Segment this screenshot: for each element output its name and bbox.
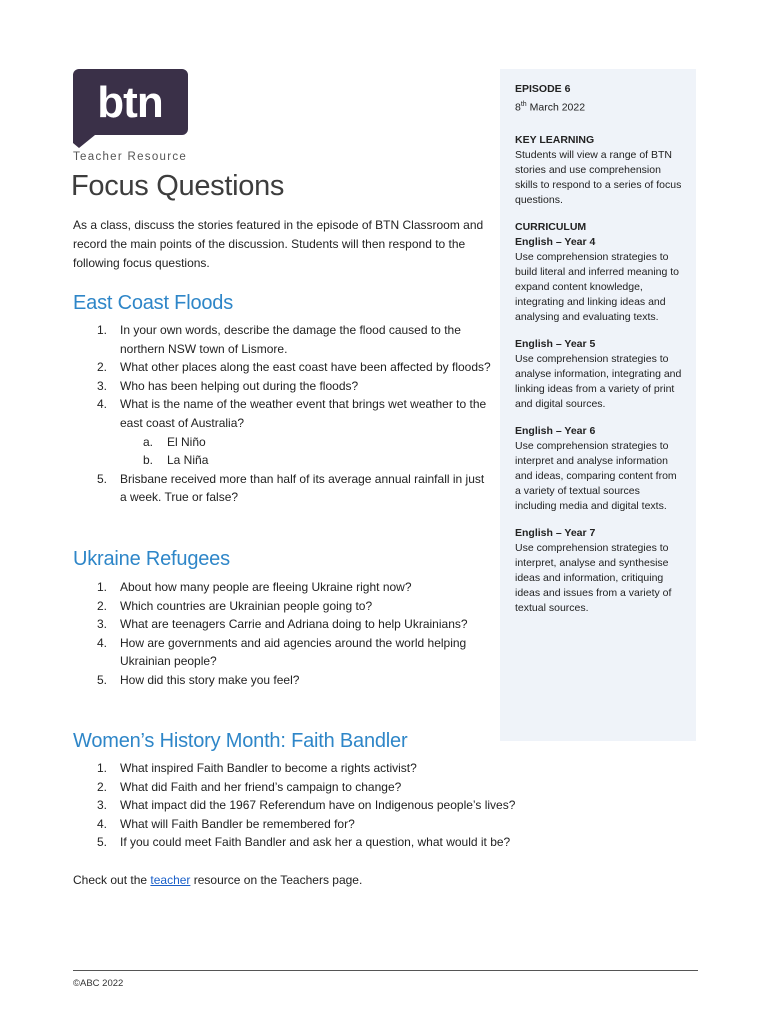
question-text: What other places along the east coast have been affected by floods? [120, 360, 491, 375]
question-number: 1. [97, 580, 108, 594]
footer-divider [73, 970, 698, 971]
question-item [73, 321, 493, 358]
question-number: 2. [97, 779, 108, 794]
question-item [73, 395, 493, 469]
option-text: La Niña [167, 453, 209, 468]
curriculum-description: Use comprehension strategies to build literal and inferred meaning to expand content knowledge, integrating and linking ideas and analysing and evaluating texts. [515, 250, 680, 323]
question-number: 5. [97, 835, 108, 850]
question-text: Brisbane received more than half of its average annual rainfall in just a week. True or false? [120, 471, 485, 505]
question-text: In your own words, describe the damage the flood caused to the northern NSW town of Lismore. [120, 323, 461, 356]
question-number: 5. [97, 471, 108, 486]
option-text: El Niño [167, 434, 206, 449]
btn-logo [73, 69, 188, 148]
teacher-resource-label: Teacher Resource [73, 151, 188, 163]
question-text: What is the name of the weather event that brings wet weather to the east coast of Australia? [120, 397, 487, 430]
question-item [73, 578, 473, 597]
episode-label: EPISODE 6 [515, 83, 571, 95]
question-item [73, 470, 493, 507]
answer-option [120, 451, 493, 470]
question-number: 1. [97, 761, 108, 775]
section-heading-womens-history-month: Women’s History Month: Faith Bandler [73, 730, 408, 752]
page-title: Focus Questions [71, 170, 285, 202]
question-number: 3. [97, 798, 108, 813]
curriculum-description: Use comprehension strategies to interpret and analyse information and ideas, comparing content from a variety of textual sources including media and digital texts. [515, 439, 677, 512]
question-item [73, 759, 673, 778]
question-number: 4. [97, 816, 108, 831]
question-number: 3. [97, 617, 108, 632]
question-list-faith-bandler [73, 759, 673, 852]
question-item [73, 634, 473, 671]
episode-sidebar [500, 69, 696, 741]
question-item [73, 377, 493, 396]
question-item [73, 671, 473, 690]
teacher-resource-link[interactable]: teacher [150, 873, 191, 887]
question-text: What are teenagers Carrie and Adriana doing to help Ukrainians? [120, 617, 468, 632]
question-text: How did this story make you feel? [120, 672, 300, 687]
intro-paragraph: As a class, discuss the stories featured in the episode of BTN Classroom and record the main points of the discussion. Students will then respond to the following focus questions. [73, 218, 484, 270]
question-item [73, 778, 673, 797]
question-text: What inspired Faith Bandler to become a rights activist? [120, 761, 417, 775]
question-text: If you could meet Faith Bandler and ask her a question, what would it be? [120, 835, 511, 850]
episode-date: 8th March 2022 [515, 101, 586, 114]
section-heading-ukraine-refugees: Ukraine Refugees [73, 548, 230, 570]
question-item [73, 796, 673, 815]
question-list-ukraine [73, 578, 473, 690]
question-item [73, 833, 673, 852]
question-number: 2. [97, 360, 108, 375]
question-text: How are governments and aid agencies around the world helping Ukrainian people? [120, 635, 467, 669]
curriculum-year-heading: English – Year 7 [515, 526, 596, 539]
question-number: 1. [97, 323, 108, 337]
curriculum-description: Use comprehension strategies to analyse information, integrating and linking ideas from a variety of print and digital sources. [515, 352, 682, 410]
question-text: About how many people are fleeing Ukraine right now? [120, 580, 412, 594]
logo-text: btn [97, 78, 163, 127]
curriculum-heading: CURRICULUM [515, 220, 587, 233]
question-number: 3. [97, 378, 108, 393]
question-item [73, 597, 473, 616]
key-learning-text: Students will view a range of BTN stories and use comprehension skills to respond to a series of focus questions. [515, 148, 682, 206]
question-item [73, 358, 493, 377]
question-number: 4. [97, 635, 108, 650]
question-text: Which countries are Ukrainian people going to? [120, 598, 373, 613]
curriculum-year-heading: English – Year 4 [515, 235, 596, 248]
question-number: 4. [97, 397, 108, 412]
closing-sentence: Check out the teacher resource on the Teachers page. [73, 873, 363, 887]
curriculum-year-heading: English – Year 6 [515, 424, 596, 437]
question-text: What impact did the 1967 Referendum have on Indigenous people’s lives? [120, 798, 516, 813]
question-list-floods [73, 321, 493, 507]
answer-option [120, 433, 493, 452]
answer-options [120, 433, 493, 470]
question-item [73, 815, 673, 834]
question-text: Who has been helping out during the floods? [120, 378, 359, 393]
curriculum-description: Use comprehension strategies to interpret, analyse and synthesise ideas and information, critiquing ideas and issues from a variety of textual sources. [515, 541, 672, 614]
question-text: What did Faith and her friend’s campaign to change? [120, 779, 402, 794]
curriculum-year-heading: English – Year 5 [515, 337, 596, 350]
question-text: What will Faith Bandler be remembered for? [120, 816, 355, 831]
question-number: 5. [97, 672, 108, 687]
key-learning-heading: KEY LEARNING [515, 133, 595, 146]
option-letter: b. [143, 453, 154, 468]
section-heading-east-coast-floods: East Coast Floods [73, 292, 234, 314]
question-item [73, 615, 473, 634]
footer-copyright: ©ABC 2022 [73, 978, 124, 989]
option-letter: a. [143, 434, 154, 449]
question-number: 2. [97, 598, 108, 613]
